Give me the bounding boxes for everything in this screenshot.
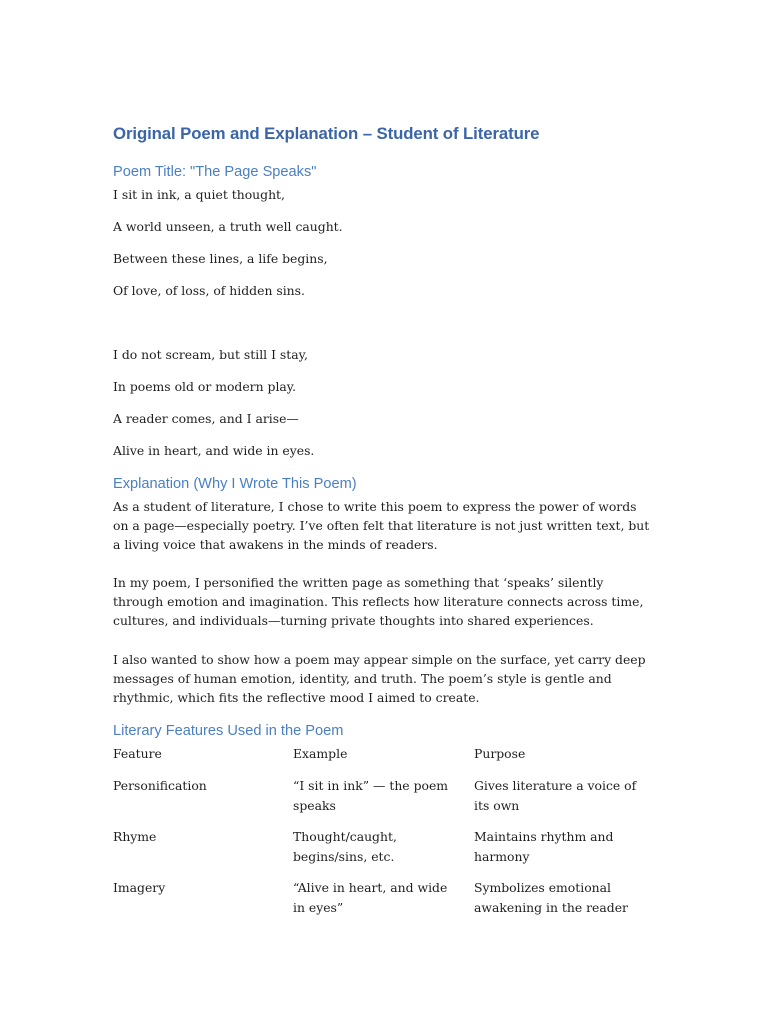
explanation-paragraph: I also wanted to show how a poem may appear simple on the surface, yet carry deep messages of human emotion, identity, and truth. The poem’s style is gentle and rhythmic, which fits the reflective mood I aimed to create. — [113, 652, 646, 706]
poem-line: Between these lines, a life begins, — [113, 251, 328, 266]
explanation-heading: Explanation (Why I Wrote This Poem) — [113, 476, 357, 492]
poem-line: I sit in ink, a quiet thought, — [113, 187, 285, 202]
poem-line: A world unseen, a truth well caught. — [113, 219, 343, 234]
poem-line: Of love, of loss, of hidden sins. — [113, 283, 305, 298]
explanation-paragraph: In my poem, I personified the written page as something that ‘speaks’ silently through emotion and imagination. This reflects how literature connects across time, cultures, and individuals—turning private thoughts into shared experiences. — [113, 575, 644, 629]
table-cell-example: Thought/caught, begins/sins, etc. — [293, 829, 397, 864]
table-cell-example: “I sit in ink” — the poem speaks — [293, 778, 449, 813]
table-cell-purpose: Symbolizes emotional awakening in the reader — [474, 880, 628, 915]
features-heading: Literary Features Used in the Poem — [113, 723, 344, 739]
poem-line: Alive in heart, and wide in eyes. — [113, 443, 315, 458]
table-cell-purpose: Maintains rhythm and harmony — [474, 829, 614, 864]
table-cell-example: “Alive in heart, and wide in eyes” — [293, 880, 448, 915]
column-header-feature: Feature — [113, 746, 162, 761]
table-cell-feature: Personification — [113, 778, 207, 793]
table-cell-feature: Rhyme — [113, 829, 157, 844]
poem-line: I do not scream, but still I stay, — [113, 347, 308, 362]
column-header-purpose: Purpose — [474, 746, 526, 761]
table-cell-feature: Imagery — [113, 880, 166, 895]
column-header-example: Example — [293, 746, 348, 761]
poem-line: A reader comes, and I arise— — [113, 411, 299, 426]
table-cell-purpose: Gives literature a voice of its own — [474, 778, 637, 813]
explanation-paragraph: As a student of literature, I chose to write this poem to express the power of words on a page—especially poetry. I’ve often felt that literature is not just written text, but a living voice that awakens in the minds of readers. — [113, 499, 650, 553]
document-title: Original Poem and Explanation – Student of Literature — [113, 124, 540, 143]
poem-line: In poems old or modern play. — [113, 379, 297, 394]
poem-title-heading: Poem Title: "The Page Speaks" — [113, 164, 317, 180]
